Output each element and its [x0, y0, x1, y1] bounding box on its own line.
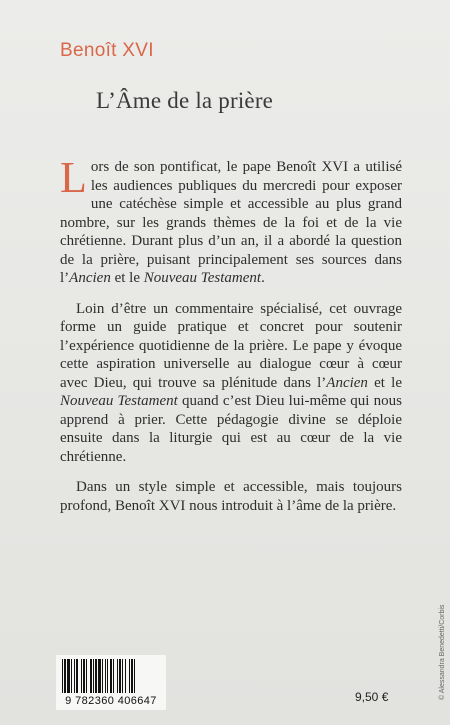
barcode-bar	[81, 659, 82, 693]
blurb	[60, 153, 402, 527]
barcode-bar	[122, 659, 123, 693]
barcode-bar	[83, 659, 85, 693]
blurb-italic: Ancien	[326, 374, 368, 391]
barcode	[56, 655, 166, 710]
drop-cap: L	[60, 153, 87, 202]
blurb-text: et le	[110, 270, 144, 286]
book-title: L’Âme de la prière	[96, 88, 274, 113]
barcode-bar	[93, 659, 94, 693]
barcode-bar	[76, 659, 78, 693]
blurb-paragraph-2	[60, 300, 402, 467]
barcode-bar	[117, 659, 118, 693]
barcode-bar	[67, 659, 70, 693]
barcode-bar	[86, 659, 87, 693]
blurb-text: quand c’est Dieu lui-même qui nous apprend à prier. Cette pédagogie divine se déploie ensuite dans la liturgie qui est au cœur de la vie chrétienne.	[60, 393, 402, 465]
blurb-text: et le	[367, 374, 402, 391]
barcode-bar	[110, 659, 112, 693]
barcode-bar	[102, 659, 103, 693]
blurb-text: ors de son pontificat, le pape Benoît XVI a utilisé les audiences publiques du mercredi pour exposer une catéchèse simple et accessible au plus grand nombre, sur les grands thèmes de la foi et de la vie chrétienne. Durant plus d’un an, il a abordé la question de la prière, puisant principalement ses sources dans l’	[60, 159, 402, 286]
barcode-bar	[62, 659, 63, 693]
blurb-italic: Nouveau Testament	[60, 393, 178, 409]
barcode-bar	[64, 659, 66, 693]
isbn-number: 9 782360 406647	[65, 695, 157, 707]
barcode-bar	[71, 659, 72, 693]
blurb-text: .	[261, 270, 265, 286]
blurb-paragraph-3: Dans un style simple et accessible, mais toujours profond, Benoît XVI nous introduit à l’âme de la prière.	[60, 479, 402, 514]
blurb-paragraph-1	[60, 153, 402, 288]
barcode-bar	[119, 659, 121, 693]
barcode-bar	[90, 659, 92, 693]
price: 9,50 €	[355, 690, 389, 704]
barcode-bar	[98, 659, 101, 693]
barcode-bar	[125, 659, 126, 693]
photo-credit: © Alessandra Benedetti/Corbis	[439, 604, 446, 700]
barcode-bars	[60, 659, 162, 695]
author-name: Benoît XVI	[60, 40, 154, 61]
barcode-bar	[129, 659, 130, 693]
barcode-bar	[131, 659, 133, 693]
blurb-italic: Nouveau Testament	[143, 270, 262, 286]
blurb-text: Loin d’être un commentaire spécialisé, cet ouvrage forme un guide pratique et concret pour soutenir l’expérience quotidienne de la prière. Le pape y évoque cette aspiration universelle au dialogue cœur à cœur avec Dieu, qui trouve sa plénitude dans l’	[60, 300, 402, 391]
barcode-bar	[107, 659, 108, 693]
barcode-bar	[74, 659, 75, 693]
barcode-bar	[134, 659, 135, 693]
barcode-bar	[95, 659, 97, 693]
barcode-bar	[113, 659, 114, 693]
blurb-italic: Ancien	[69, 270, 111, 286]
barcode-bar	[105, 659, 106, 693]
